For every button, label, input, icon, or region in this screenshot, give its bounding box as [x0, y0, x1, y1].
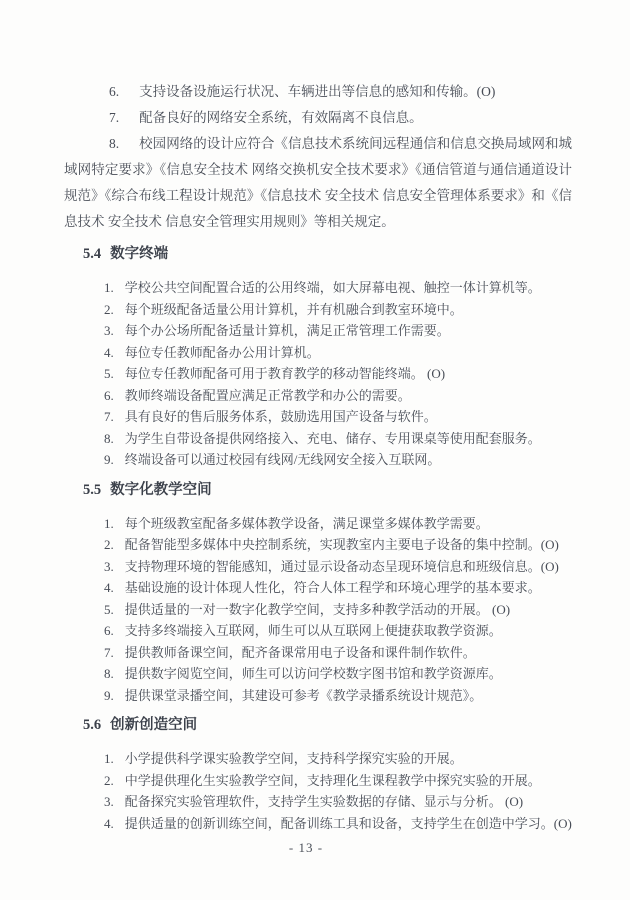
item-text: 提供数字阅览空间，师生可以访问学校数字图书馆和教学资源库。	[124, 666, 502, 681]
item-text: 配备探究实验管理软件，支持学生实验数据的存储、显示与分析。 (O)	[124, 794, 524, 809]
section-title: 创新创造空间	[110, 717, 198, 733]
item-text: 校园网络的设计应符合《信息技术系统间远程通信和信息交换局域网和城域网特定要求》《信息安全技术 网络交换机安全技术要求》《通信管道与通信通道设计规范》《综合布线工程设计规范》《信息技术 安全技术 信息安全管理体系要求》和《信息技术 安全技术 信息安全管理实用规则》等相关规定。	[64, 136, 572, 229]
item-text: 学校公共空间配置合适的公用终端，如大屏幕电视、触控一体计算机等。	[124, 280, 541, 295]
item-number: 9.	[104, 687, 114, 703]
item-number: 7.	[104, 409, 114, 424]
item-text: 教师终端设备配置应满足正常教学和办公的需要。	[124, 387, 411, 403]
section-5-5-list	[64, 513, 572, 707]
item-number: 7.	[104, 644, 114, 660]
item-text: 提供适量的一对一数字化教学空间，支持多种教学活动的开展。 (O)	[124, 601, 511, 617]
item-text: 每位专任教师配备可用于教育教学的移动智能终端。 (O)	[124, 366, 446, 381]
item-number: 2.	[104, 301, 114, 317]
list-item	[64, 513, 572, 535]
list-item	[64, 449, 572, 471]
item-number: 8.	[104, 430, 114, 446]
item-number: 2.	[104, 772, 114, 788]
list-item	[64, 385, 572, 407]
item-number: 2.	[104, 537, 114, 552]
list-item	[64, 620, 572, 642]
list-item	[64, 534, 572, 556]
list-item	[64, 320, 572, 342]
section-5-6-list	[64, 748, 572, 834]
item-text: 每位专任教师配备办公用计算机。	[124, 344, 320, 360]
list-item	[64, 79, 572, 105]
item-number: 5.	[104, 366, 114, 381]
item-text: 支持多终端接入互联网，师生可以从互联网上便捷获取教学资源。	[124, 623, 502, 638]
list-tail-block	[64, 79, 572, 235]
list-item	[64, 277, 572, 299]
section-number: 5.6	[83, 717, 102, 733]
item-number: 8.	[109, 136, 120, 151]
item-number: 4.	[104, 344, 114, 360]
item-number: 3.	[104, 794, 114, 809]
list-item	[64, 663, 572, 685]
section-title: 数字化教学空间	[110, 481, 212, 498]
list-item	[64, 642, 572, 664]
item-number: 7.	[109, 110, 120, 125]
item-text: 中学提供理化生实验教学空间，支持理化生课程教学中探究实验的开展。	[124, 772, 541, 788]
item-number: 4.	[104, 580, 114, 595]
item-number: 8.	[104, 666, 114, 681]
section-number: 5.5	[83, 481, 102, 498]
list-item	[64, 131, 572, 235]
section-5-4-list	[64, 277, 572, 471]
section-title: 数字终端	[110, 246, 169, 262]
section-heading-5-4	[83, 244, 572, 264]
item-number: 3.	[104, 558, 114, 574]
list-item	[64, 685, 572, 707]
item-text: 配备良好的网络安全系统，有效隔离不良信息。	[139, 110, 423, 125]
item-text: 每个班级教室配备多媒体教学设备，满足课堂多媒体教学需要。	[124, 515, 489, 531]
list-item	[64, 748, 572, 770]
list-item	[64, 813, 572, 835]
item-text: 支持物理环境的智能感知，通过显示设备动态呈现环境信息和班级信息。(O)	[124, 558, 559, 574]
item-text: 基础设施的设计体现人性化，符合人体工程学和环境心理学的基本要求。	[124, 580, 541, 595]
section-heading-5-5	[83, 480, 572, 500]
item-number: 4.	[104, 815, 114, 831]
item-text: 终端设备可以通过校园有线网/无线网安全接入互联网。	[124, 452, 441, 467]
list-item	[64, 599, 572, 621]
item-text: 提供教师备课空间，配齐备课常用电子设备和课件制作软件。	[124, 644, 476, 660]
section-heading-5-6	[83, 715, 572, 735]
section-number: 5.4	[83, 246, 102, 262]
item-number: 6.	[109, 84, 120, 99]
item-text: 具有良好的售后服务体系，鼓励选用国产设备与软件。	[124, 409, 437, 424]
list-item	[64, 299, 572, 321]
item-number: 9.	[104, 452, 114, 467]
list-item	[64, 428, 572, 450]
item-text: 每个办公场所配备适量计算机，满足正常管理工作需要。	[124, 323, 450, 338]
list-item	[64, 577, 572, 599]
item-number: 1.	[104, 280, 114, 295]
item-number: 6.	[104, 623, 114, 638]
item-number: 1.	[104, 751, 114, 766]
list-item	[64, 105, 572, 131]
list-item	[64, 791, 572, 813]
item-text: 提供适量的创新训练空间，配备训练工具和设备，支持学生在创造中学习。(O)	[124, 815, 572, 831]
item-number: 1.	[104, 515, 114, 531]
list-item	[64, 363, 572, 385]
item-text: 小学提供科学课实验教学空间，支持科学探究实验的开展。	[124, 751, 463, 766]
item-number: 6.	[104, 387, 114, 403]
list-item	[64, 556, 572, 578]
list-item	[64, 770, 572, 792]
item-text: 每个班级配备适量公用计算机，并有机融合到教室环境中。	[124, 301, 463, 317]
list-item	[64, 342, 572, 364]
item-text: 支持设备设施运行状况、车辆进出等信息的感知和传输。(O)	[139, 84, 496, 99]
item-number: 5.	[104, 601, 114, 617]
item-text: 配备智能型多媒体中央控制系统，实现教室内主要电子设备的集中控制。(O)	[124, 537, 559, 552]
item-text: 提供课堂录播空间，其建设可参考《教学录播系统设计规范》。	[124, 687, 483, 703]
page-number: - 13 -	[288, 840, 324, 855]
item-text: 为学生自带设备提供网络接入、充电、储存、专用课桌等使用配套服务。	[124, 430, 541, 446]
list-item	[64, 406, 572, 428]
item-number: 3.	[104, 323, 114, 338]
